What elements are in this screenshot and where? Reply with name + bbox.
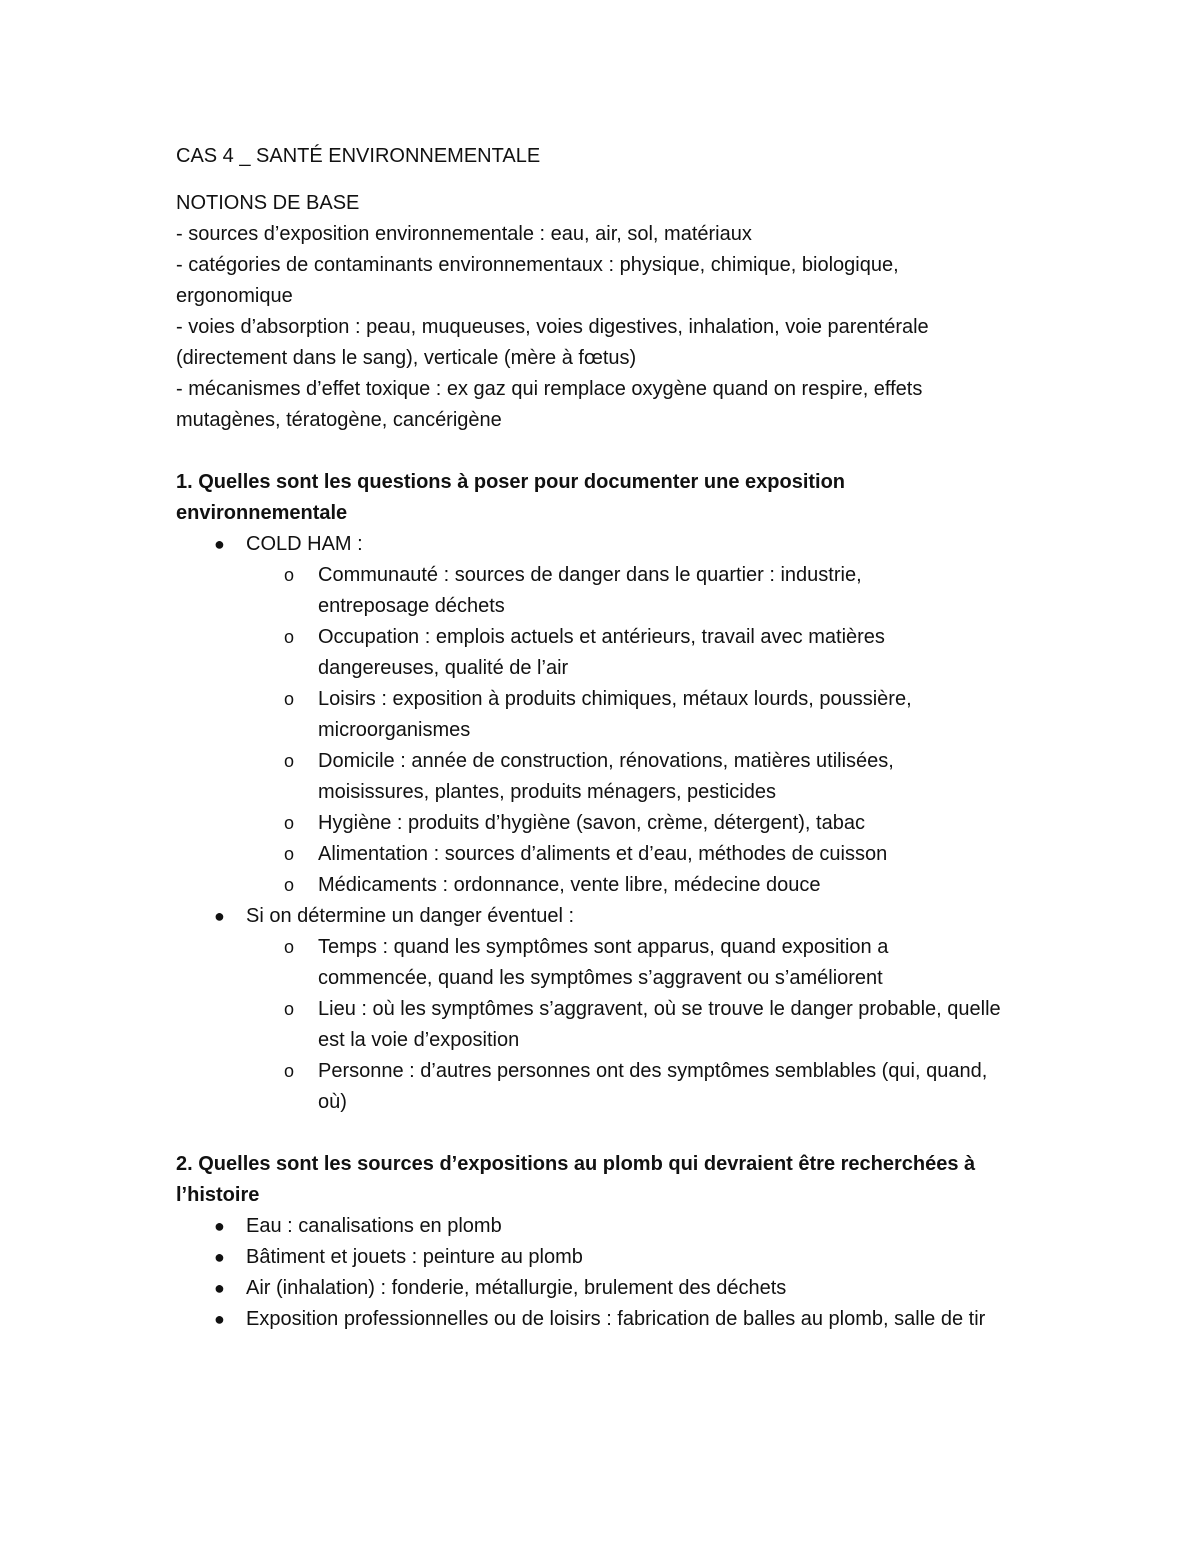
lead-source-air: ● Air (inhalation) : fonderie, métallurgie, brulement des déchets — [176, 1273, 1036, 1304]
sub-bullet-icon: o — [284, 999, 295, 1019]
bullet-danger — [176, 901, 1036, 932]
notions-line-categories: - catégories de contaminants environnementaux : physique, chimique, biologique, ergonomique — [176, 254, 899, 307]
question-2: 2. Quelles sont les sources d’expositions au plomb qui devraient être recherchées à l’histoire — [176, 1153, 976, 1206]
sub-bullet-icon: o — [284, 1061, 295, 1081]
cold-ham-item-communaute: o Communauté : sources de danger dans le quartier : industrie, entreposage déchets — [176, 560, 928, 622]
cold-ham-item-medicaments: o Médicaments : ordonnance, vente libre, médecine douce — [176, 870, 1018, 901]
danger-item-lieu: o Lieu : où les symptômes s’aggravent, où se trouve le danger probable, quelle est la voie d’exposition — [176, 994, 1008, 1056]
danger-item-temps: o Temps : quand les symptômes sont apparus, quand exposition a commencée, quand les symptômes s’aggravent ou s’améliorent — [176, 932, 958, 994]
bullet-icon: ● — [214, 906, 225, 926]
document-page — [176, 140, 1036, 1335]
cold-ham-item-loisirs: o Loisirs : exposition à produits chimiques, métaux lourds, poussière, microorganismes — [176, 684, 978, 746]
sub-bullet-icon: o — [284, 751, 295, 771]
spacer — [176, 436, 1036, 467]
cold-ham-item-domicile: o Domicile : année de construction, rénovations, matières utilisées, moisissures, plantes, produits ménagers, pesticides — [176, 746, 968, 808]
bullet-icon: ● — [214, 1247, 225, 1267]
spacer — [176, 1118, 1036, 1149]
notions-heading: NOTIONS DE BASE — [176, 192, 360, 214]
document-title: CAS 4 _ SANTÉ ENVIRONNEMENTALE — [176, 145, 541, 167]
sub-bullet-icon: o — [284, 689, 295, 709]
bullet-icon: ● — [214, 1309, 225, 1329]
notions-line-sources: - sources d’exposition environnementale : eau, air, sol, matériaux — [176, 223, 752, 245]
notions-line-voies: - voies d’absorption : peau, muqueuses, voies digestives, inhalation, voie parentérale (directement dans le sang), verticale (mère à fœtus) — [176, 316, 929, 369]
sub-bullet-icon: o — [284, 627, 295, 647]
bullet-icon: ● — [214, 534, 225, 554]
sub-bullet-icon: o — [284, 875, 295, 895]
bullet-icon: ● — [214, 1216, 225, 1236]
danger-label: Si on détermine un danger éventuel : — [246, 905, 574, 927]
sub-bullet-icon: o — [284, 937, 295, 957]
sub-bullet-icon: o — [284, 813, 295, 833]
cold-ham-item-hygiene: o Hygiène : produits d’hygiène (savon, crème, détergent), tabac — [176, 808, 1018, 839]
sub-bullet-icon: o — [284, 844, 295, 864]
sub-bullet-icon: o — [284, 565, 295, 585]
lead-source-exposition: ● Exposition professionnelles ou de loisirs : fabrication de balles au plomb, salle de tir — [176, 1304, 1036, 1335]
question-1: 1. Quelles sont les questions à poser pour documenter une exposition environnementale — [176, 471, 846, 524]
cold-ham-label: COLD HAM : — [246, 533, 363, 555]
lead-source-eau: ● Eau : canalisations en plomb — [176, 1211, 1036, 1242]
cold-ham-item-occupation: o Occupation : emplois actuels et antérieurs, travail avec matières dangereuses, qualité de l’air — [176, 622, 958, 684]
cold-ham-item-alimentation: o Alimentation : sources d’aliments et d’eau, méthodes de cuisson — [176, 839, 1018, 870]
bullet-cold-ham — [176, 529, 1036, 560]
notions-line-mecanismes: - mécanismes d’effet toxique : ex gaz qui remplace oxygène quand on respire, effets mutagènes, tératogène, cancérigène — [176, 378, 923, 431]
danger-item-personne: o Personne : d’autres personnes ont des symptômes semblables (qui, quand, où) — [176, 1056, 998, 1118]
lead-source-batiment: ● Bâtiment et jouets : peinture au plomb — [176, 1242, 1036, 1273]
bullet-icon: ● — [214, 1278, 225, 1298]
